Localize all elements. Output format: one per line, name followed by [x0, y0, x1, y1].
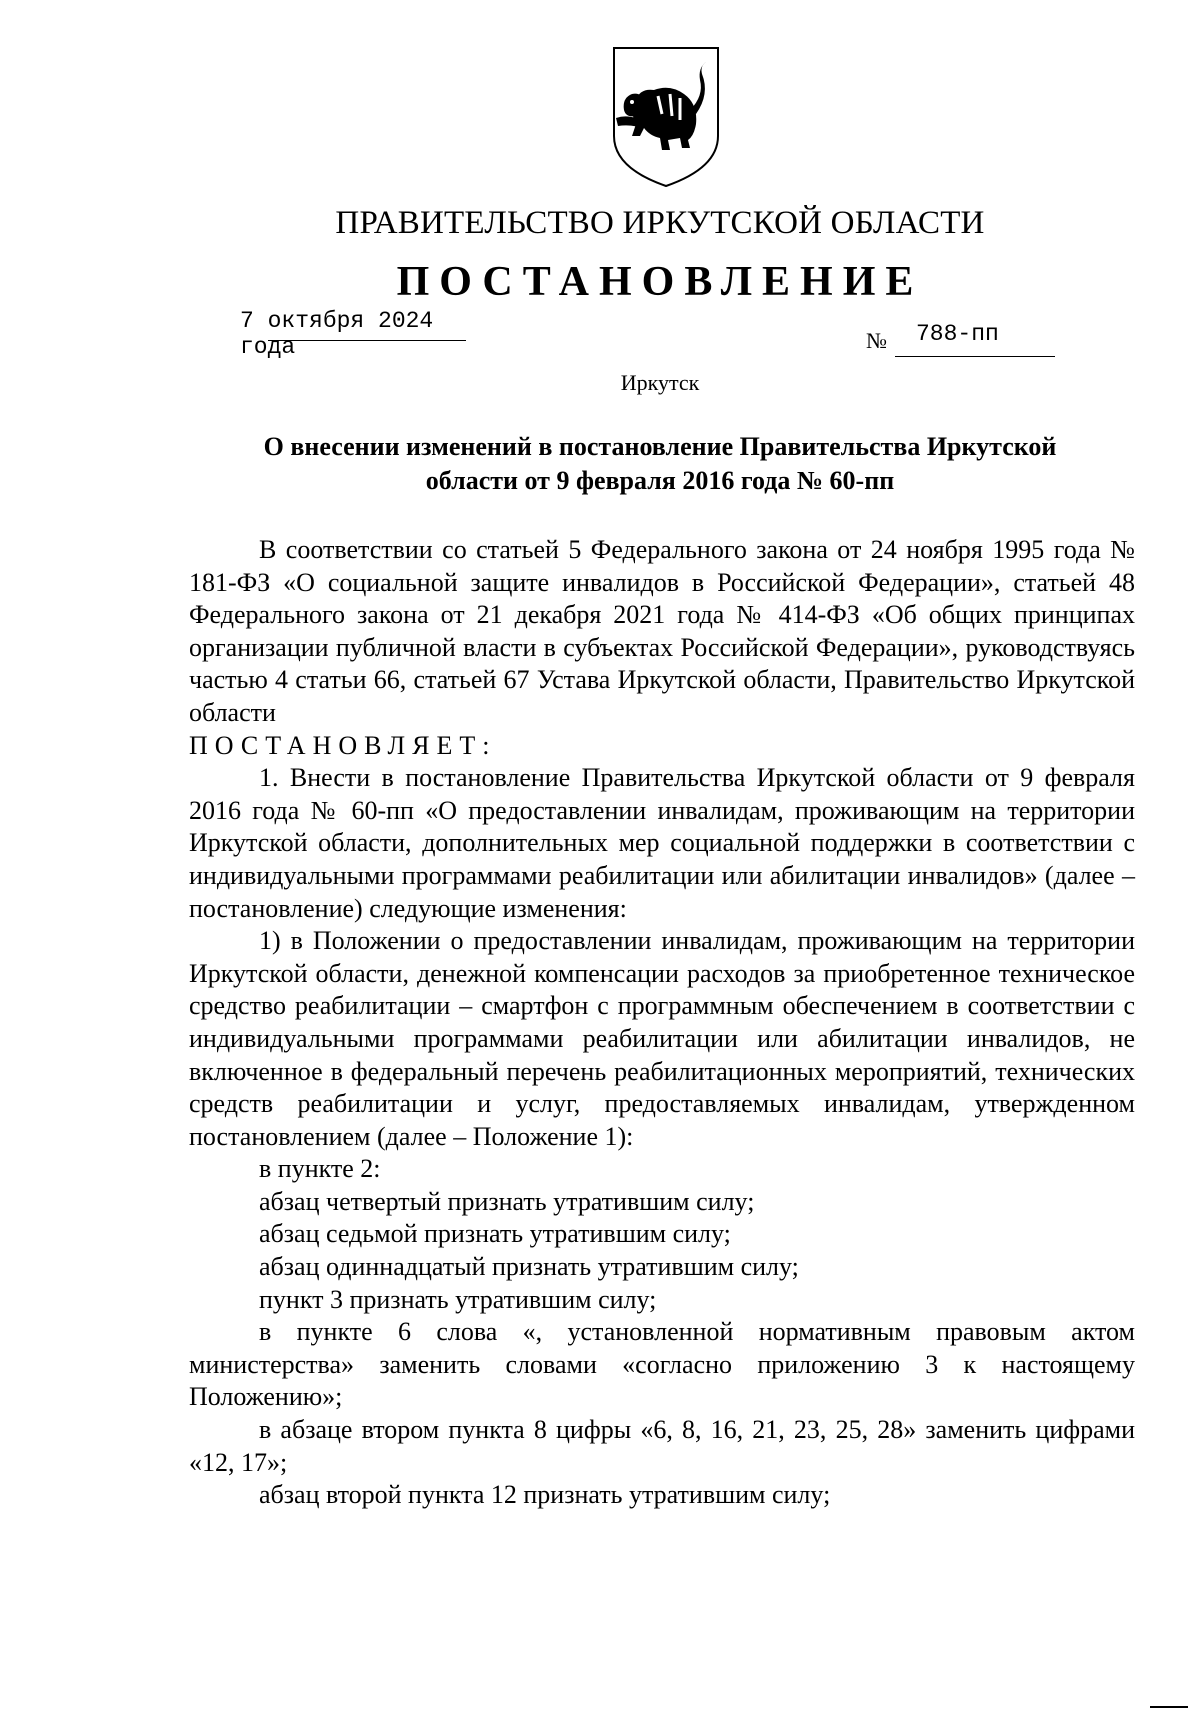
- body-paragraph: в пункте 2:: [259, 1154, 381, 1184]
- body-paragraph: в пункте 6 слова «, установленной нормативным правовым актом министерства» заменить словами «согласно приложению 3 к настоящему Положению»;: [189, 1317, 1135, 1412]
- number-sign: №: [866, 328, 887, 353]
- date-underline: [268, 340, 466, 341]
- document-type: ПОСТАНОВЛЕНИЕ: [396, 259, 924, 305]
- heading-line: области от 9 февраля 2016 года № 60-пп: [425, 466, 895, 495]
- authority-title: ПРАВИТЕЛЬСТВО ИРКУТСКОЙ ОБЛАСТИ: [335, 205, 985, 241]
- page-continuation-mark: [1150, 1706, 1188, 1708]
- document-date: 7 октября 2024 года: [240, 308, 434, 360]
- heading-line: О внесении изменений в постановление Правительства Иркутской: [263, 432, 1057, 461]
- city-name: Иркутск: [620, 370, 700, 395]
- document-number: 788-пп: [916, 321, 999, 347]
- preamble-paragraph: В соответствии со статьей 5 Федерального закона от 24 ноября 1995 года № 181-ФЗ «О социальной защите инвалидов в Российской Федерации», статьей 48 Федерального закона от 21 декабря 2021 года № 414-ФЗ «Об общих принципах организации публичной власти в субъектах Российской Федерации», руководствуясь частью 4 статьи 66, статьей 67 Устава Иркутской области, Правительство Иркутской области: [189, 535, 1135, 727]
- body-paragraph: абзац второй пункта 12 признать утратившим силу;: [259, 1480, 831, 1510]
- body-paragraph: 1) в Положении о предоставлении инвалидам, проживающим на территории Иркутской области, денежной компенсации расходов за приобретенное техническое средство реабилитации – смартфон с программным обеспечением в соответствии с индивидуальными программами реабилитации или абилитации инвалидов, не включенное в федеральный перечень реабилитационных мероприятий, технических средств реабилитации и услуг, предоставляемых инвалидам, утвержденном постановлением (далее – Положение 1):: [189, 926, 1135, 1151]
- body-paragraph: абзац четвертый признать утратившим силу;: [259, 1186, 755, 1216]
- document-heading: [200, 430, 1120, 498]
- resolves-word: ПОСТАНОВЛЯЕТ:: [189, 730, 497, 760]
- document-body: [189, 534, 1135, 1512]
- number-underline: [895, 356, 1055, 357]
- coat-of-arms-emblem: [610, 44, 722, 190]
- body-paragraph: 1. Внести в постановление Правительства Иркутской области от 9 февраля 2016 года № 60-пп «О предоставлении инвалидам, проживающим на территории Иркутской области, дополнительных мер социальной поддержки в соответствии с индивидуальными программами реабилитации или абилитации инвалидов» (далее – постановление) следующие изменения:: [189, 763, 1135, 923]
- body-paragraph: в абзаце втором пункта 8 цифры «6, 8, 16, 21, 23, 25, 28» заменить цифрами «12, 17»;: [189, 1415, 1135, 1477]
- body-paragraph: абзац седьмой признать утратившим силу;: [259, 1219, 731, 1249]
- body-paragraph: пункт 3 признать утратившим силу;: [259, 1284, 657, 1314]
- body-paragraph: абзац одиннадцатый признать утратившим силу;: [259, 1252, 799, 1282]
